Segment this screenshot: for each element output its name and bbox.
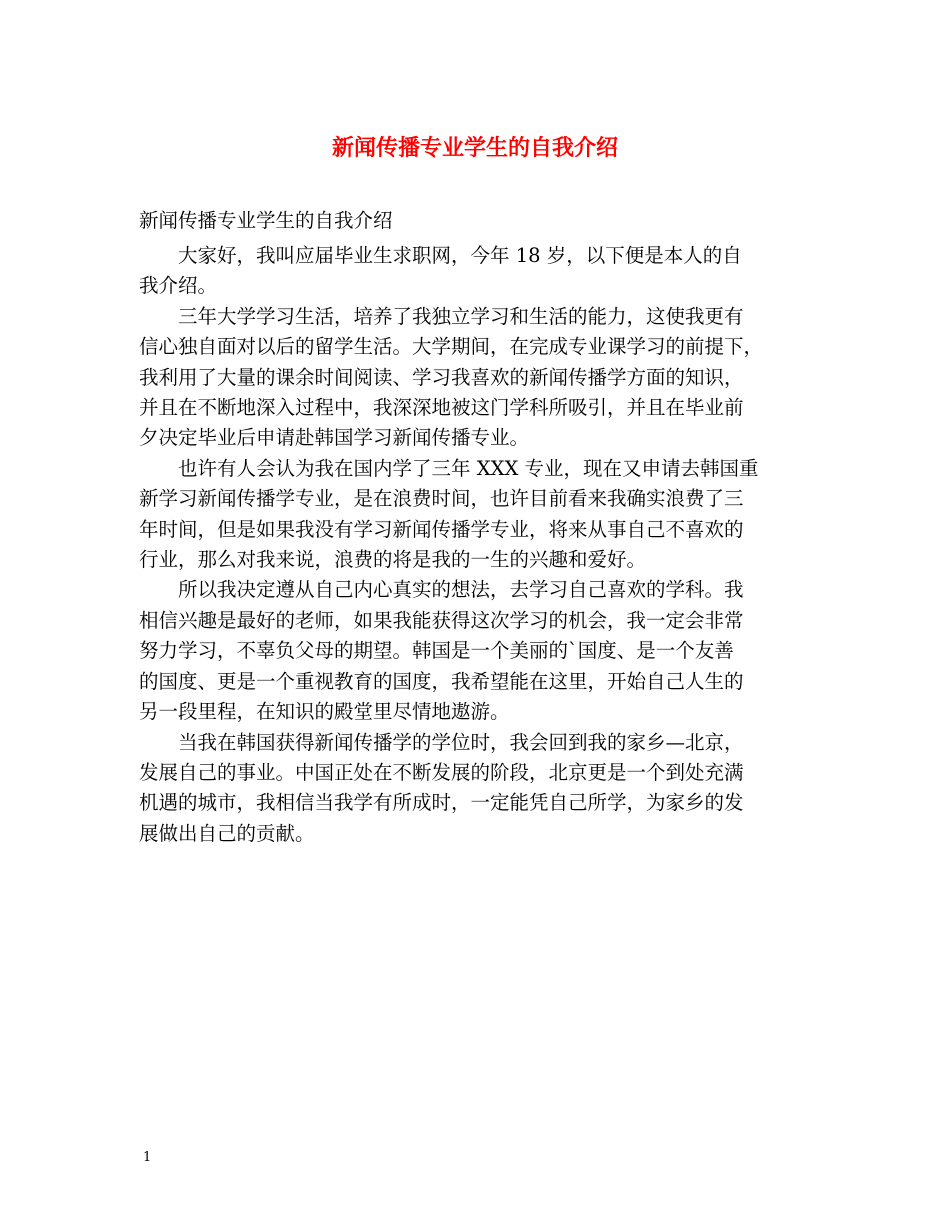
paragraph [139,241,829,302]
text-line: 相信兴趣是最好的老师，如果我能获得这次学习的机会，我一定会非常 [139,608,744,632]
text-line: 另一段里程，在知识的殿堂里尽情地遨游。 [139,700,510,724]
paragraph [139,575,829,727]
text-line: 展做出自己的贡献。 [139,821,315,845]
text-line: 我利用了大量的课余时间阅读、学习我喜欢的新闻传播学方面的知识， [139,365,744,389]
text-line: 年时间，但是如果我没有学习新闻传播学专业，将来从事自己不喜欢的 [139,517,744,541]
text-line: 所以我决定遵从自己内心真实的想法，去学习自己喜欢的学科。我 [178,578,744,602]
text-line: 三年大学学习生活，培养了我独立学习和生活的能力，这使我更有 [178,304,744,328]
document-body [139,241,829,849]
text-line: 机遇的城市，我相信当我学有所成时，一定能凭自己所学，为家乡的发 [139,791,744,815]
text-line: 夕决定毕业后申请赴韩国学习新闻传播专业。 [139,426,530,450]
text-line: 当我在韩国获得新闻传播学的学位时，我会回到我的家乡—北京， [178,730,744,754]
text-line: 大家好，我叫应届毕业生求职网，今年 18 岁，以下便是本人的自 [178,244,742,267]
text-line: 行业，那么对我来说，浪费的将是我的一生的兴趣和爱好。 [139,548,647,572]
paragraph [139,728,829,850]
document-title: 新闻传播专业学生的自我介绍 [331,135,618,161]
text-line: 努力学习，不辜负父母的期望。韩国是一个美丽的`国度、是一个友善 [139,639,734,663]
text-line: 信心独自面对以后的留学生活。大学期间，在完成专业课学习的前提下， [139,335,764,359]
page-number: 1 [143,1150,152,1165]
document-subtitle: 新闻传播专业学生的自我介绍 [139,209,393,232]
text-line: 的国度、更是一个重视教育的国度，我希望能在这里，开始自己人生的 [139,669,744,693]
paragraph [139,302,829,454]
text-line: 我介绍。 [139,274,218,298]
paragraph [139,454,829,576]
text-line: 并且在不断地深入过程中，我深深地被这门学科所吸引，并且在毕业前 [139,396,744,420]
text-line: 新学习新闻传播学专业，是在浪费时间，也许目前看来我确实浪费了三 [139,487,744,511]
text-line: 发展自己的事业。中国正处在不断发展的阶段，北京更是一个到处充满 [139,760,744,784]
text-line: 也许有人会认为我在国内学了三年 XXX 专业，现在又申请去韩国重 [178,456,759,480]
